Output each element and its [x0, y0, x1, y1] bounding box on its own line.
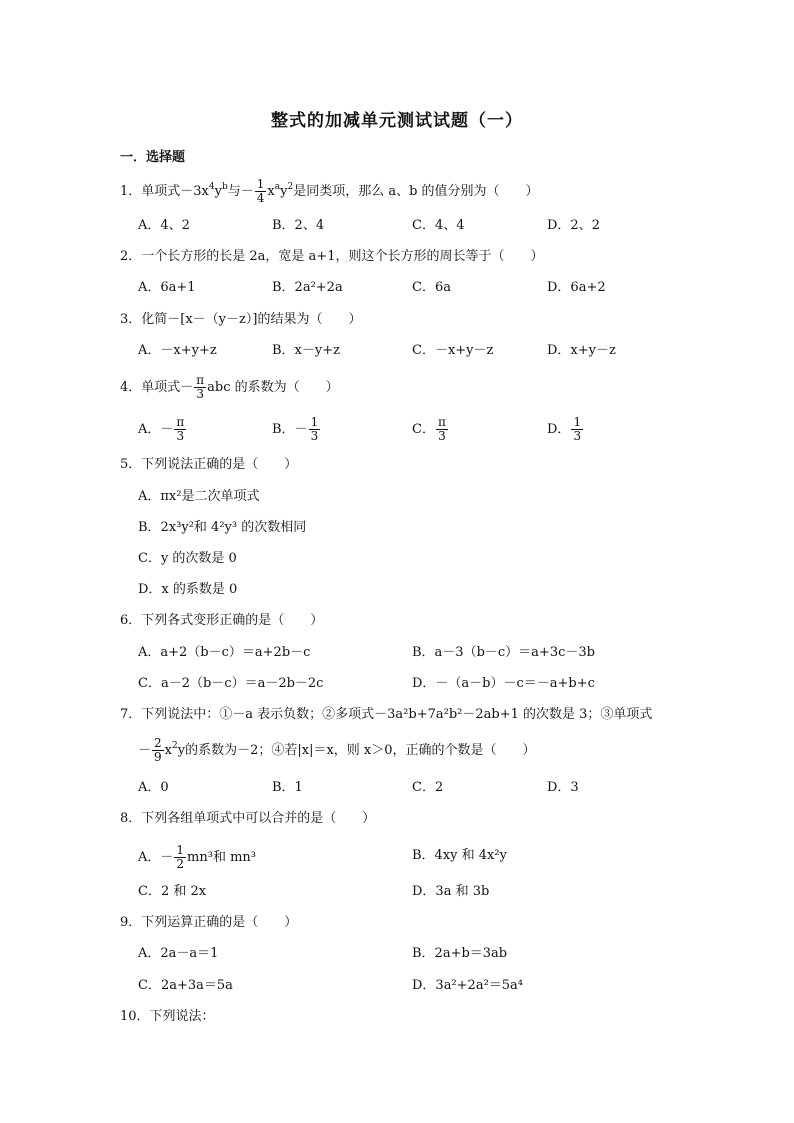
q5-option-b[interactable]: B．2x³y²和 4²y³ 的次数相同 — [138, 520, 307, 535]
q4-option-a[interactable]: A．－ $\frac{\pi}{3}$ — [138, 415, 185, 443]
q6-option-a[interactable]: A．a+2（b－c）＝a+2b－c — [138, 645, 311, 660]
q1-stem-c: 与－ — [227, 184, 254, 199]
q4-option-c[interactable]: C． $\frac{\pi}{3}$ — [412, 415, 446, 443]
q3-option-c[interactable]: C．－x+y－z — [412, 343, 494, 358]
q1-option-a[interactable]: A．4、2 — [138, 218, 190, 233]
q2-option-c[interactable]: C．6a — [412, 280, 451, 295]
question-6: 6．下列各式变形正确的是（ ） — [120, 613, 324, 628]
page-title: 整式的加减单元测试试题（一） — [271, 111, 523, 131]
fraction-pi-3: $\frac{\pi}{3}$ — [196, 373, 205, 401]
q7-option-c[interactable]: C．2 — [412, 780, 444, 795]
q8-option-a[interactable]: A．－ $\frac{1}{2}$ mn³和 mn³ — [138, 843, 256, 871]
question-7-line-1: 7．下列说法中：①－a 表示负数；②多项式－3a²b+7a²b²－2ab+1 的次数是 3；③单项式 — [120, 707, 653, 722]
q7-option-b[interactable]: B．1 — [272, 780, 303, 795]
q4-stem-b: abc 的系数为（ ） — [207, 380, 339, 395]
q1-stem-a: 1．单项式－3x — [120, 184, 209, 199]
q6-option-b[interactable]: B．a－3（b－c）＝a+3c－3b — [412, 645, 595, 660]
question-10: 10．下列说法： — [120, 1009, 215, 1024]
q8-option-c[interactable]: C．2 和 2x — [138, 884, 207, 899]
q6-option-c[interactable]: C．a－2（b－c）＝a－2b－2c — [138, 676, 324, 691]
q9-option-d[interactable]: D．3a²+2a²＝5a⁴ — [412, 978, 524, 993]
q3-option-b[interactable]: B．x－y+z — [272, 343, 340, 358]
q7-option-d[interactable]: D．3 — [547, 780, 579, 795]
question-8: 8．下列各组单项式中可以合并的是（ ） — [120, 811, 376, 826]
q4-stem-a: 4．单项式－ — [120, 380, 194, 395]
q9-option-a[interactable]: A．2a－a＝1 — [138, 946, 219, 961]
question-9: 9．下列运算正确的是（ ） — [120, 915, 298, 930]
q1-stem-b: y — [214, 184, 222, 199]
q2-option-b[interactable]: B．2a²+2a — [272, 280, 343, 295]
q6-option-d[interactable]: D．－（a－b）－c＝－a+b+c — [412, 676, 595, 691]
question-1: 1．单项式$-3x^4y^b$与－ $\frac{1}{4}$ $x^ay^2$是同类项，那么 a、b 的值分别为（ ） — [120, 177, 539, 205]
question-7-line-2: － $\frac{2}{9}$ $x^2y$的系数为－2；④若|x|＝x，则 x＞0，正确的个数是（ ） — [138, 736, 536, 764]
q3-option-a[interactable]: A．－x+y+z — [138, 343, 217, 358]
fraction-1-4: $\frac{1}{4}$ — [256, 177, 265, 205]
q4-option-b[interactable]: B．－ $\frac{1}{3}$ — [272, 415, 319, 443]
q8-option-b[interactable]: B．4xy 和 4x²y — [412, 848, 507, 863]
q5-option-c[interactable]: C．y 的次数是 0 — [138, 551, 237, 566]
q3-option-d[interactable]: D．x+y－z — [547, 343, 616, 358]
q1-option-c[interactable]: C．4、4 — [412, 218, 465, 233]
q5-option-d[interactable]: D．x 的系数是 0 — [138, 582, 238, 597]
fraction-2-9: $\frac{2}{9}$ — [154, 736, 162, 764]
q9-option-b[interactable]: B．2a+b＝3ab — [412, 946, 508, 961]
q4-option-d[interactable]: D． $\frac{1}{3}$ — [547, 415, 582, 443]
question-3: 3．化简－[x－（y－z）]的结果为（ ） — [120, 312, 362, 327]
q1-option-b[interactable]: B．2、4 — [272, 218, 325, 233]
q1-option-d[interactable]: D．2、2 — [547, 218, 600, 233]
q1-stem-d: 是同类项，那么 a、b 的值分别为（ ） — [293, 184, 539, 199]
question-2: 2．一个长方形的长是 2a，宽是 a+1，则这个长方形的周长等于（ ） — [120, 249, 544, 264]
q9-option-c[interactable]: C．2a+3a＝5a — [138, 978, 233, 993]
q7-option-a[interactable]: A．0 — [138, 780, 169, 795]
section-heading: 一．选择题 — [120, 150, 186, 165]
q2-option-a[interactable]: A．6a+1 — [138, 280, 196, 295]
question-4 — [120, 374, 339, 401]
q2-option-d[interactable]: D．6a+2 — [547, 280, 606, 295]
question-5: 5．下列说法正确的是（ ） — [120, 457, 298, 472]
q5-option-a[interactable]: A．πx²是二次单项式 — [138, 489, 260, 504]
q8-option-d[interactable]: D．3a 和 3b — [412, 884, 490, 899]
